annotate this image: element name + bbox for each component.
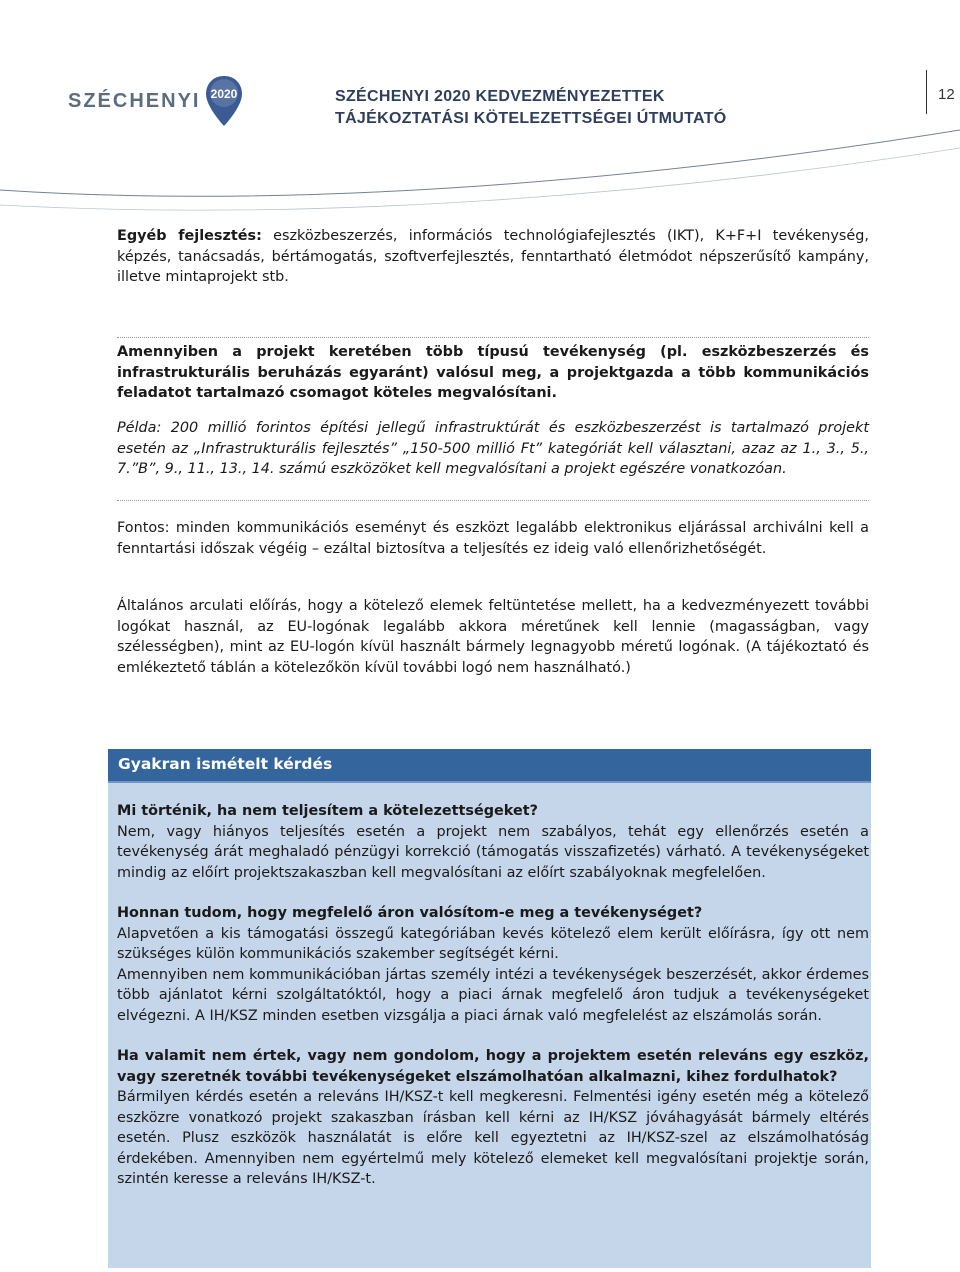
faq-heading: Gyakran ismételt kérdés	[108, 749, 871, 783]
important-text: Fontos: minden kommunikációs eseményt és eszközt legalább elektronikus eljárással archiválni kell a fenntartási időszak végéig – ezáltal biztosítva a teljesítés ez ideig való ellenőrizhetőségét.	[117, 520, 869, 557]
example-text: Példa: 200 millió forintos építési jellegű infrastruktúrát és eszközbeszerzést is tartalmazó projekt esetén az „Infrastrukturális fejlesztés” „150-500 millió Ft” kategóriát kell választani, azaz az 1., 3., 5., 7.”B”, 9., 11., 13., 14. számú eszközöket kell megvalósítani a projekt egészére vonatkozóan.	[117, 420, 869, 477]
faq-answer: Alapvetően a kis támogatási összegű kategóriában kevés kötelező elem került előírásra, így ott nem szükséges külön kommunikációs szakember segítségét kérni.	[117, 925, 869, 962]
document-title-line1: SZÉCHENYI 2020 KEDVEZMÉNYEZETTEK	[335, 88, 665, 105]
general-rule-paragraph	[117, 596, 869, 678]
page-number: 12	[938, 86, 955, 103]
faq-question: Mi történik, ha nem teljesítem a kötelezettségeket?	[117, 803, 538, 819]
important-paragraph	[117, 518, 869, 559]
faq-answer-continued: Amennyiben nem kommunikációban jártas személy intézi a tevékenységek beszerzését, akkor érdemes több ajánlatot kérni szolgáltatóktól, hogy a piaci árnak megfelelő áron tudjuk a tevékenységeket elvégezni. A IH/KSZ minden esetben vizsgálja a piaci árnak való megfelelést az elszámolás során.	[117, 966, 869, 1024]
logo-wordmark: SZÉCHENYI	[68, 89, 201, 112]
szechenyi-2020-logo	[68, 74, 244, 128]
document-title-line2: TÁJÉKOZTATÁSI KÖTELEZETTSÉGEI ÚTMUTATÓ	[335, 110, 727, 127]
faq-question: Ha valamit nem értek, vagy nem gondolom, hogy a projektem esetén releváns egy eszköz, vagy szeretnék további tevékenységeket elszámolhatóan alkalmazni, kihez fordulhatok?	[117, 1048, 869, 1085]
faq-answer: Bármilyen kérdés esetén a releváns IH/KSZ-t kell megkeresni. Felmentési igény esetén még a kötelező eszközre vonatkozó projekt szakaszban írásban kell kérni az IH/KSZ jóváhagyását bármely eltérés esetén. Plusz eszközök használatát is előre kell egyeztetni az IH/KSZ-szel az elszámolhatóság érdekében. Amennyiben nem egyértelmű mely kötelező elemeket kell megvalósítani projektje során, szintén keresse a releváns IH/KSZ-t.	[117, 1089, 869, 1187]
rule-paragraph	[117, 342, 869, 404]
faq-question: Honnan tudom, hogy megfelelő áron valósítom-e meg a tevékenységet?	[117, 905, 703, 921]
faq-item	[117, 1046, 869, 1190]
general-rule-text: Általános arculati előírás, hogy a kötelező elemek feltüntetése mellett, ha a kedvezményezett további logókat használ, az EU-logónak legalább akkora méretűnek kell lennie (magasságban, vagy szélességben), mint az EU-logón kívül használt bármely legnagyobb méretű logónak. (A tájékoztató és emlékeztető táblán a kötelezőkön kívül további logó nem használható.)	[117, 598, 869, 676]
page-number-divider	[926, 70, 927, 114]
faq-answer: Nem, vagy hiányos teljesítés esetén a projekt nem szabályos, tehát egy ellenőrzés esetén a tevékenység árát meghaladó pénzügyi korrekció (támogatás visszafizetés) várható. A tevékenységeket mindig az előírt projektszakaszban kell megvalósítani az előírt szabályoknak megfelelően.	[117, 823, 869, 881]
example-paragraph	[117, 418, 869, 480]
faq-list	[117, 801, 869, 1210]
map-pin-icon	[204, 74, 244, 128]
other-development-text: eszközbeszerzés, információs technológiafejlesztés (IKT), K+F+I tevékenység, képzés, tanácsadás, bértámogatás, szoftverfejlesztés, fenntartható életmódot népszerűsítő kampány, illetve mintaprojekt stb.	[117, 228, 869, 285]
faq-item	[117, 903, 869, 1026]
faq-item	[117, 801, 869, 883]
other-development-paragraph	[117, 226, 869, 288]
rule-text: Amennyiben a projekt keretében több típusú tevékenység (pl. eszközbeszerzés és infrastrukturális beruházás egyaránt) valósul meg, a projektgazda a több kommunikációs feladatot tartalmazó csomagot köteles megvalósítani.	[117, 344, 869, 401]
document-title	[335, 86, 727, 130]
logo-badge: 2020	[211, 87, 238, 101]
other-development-label: Egyéb fejlesztés:	[117, 228, 262, 244]
